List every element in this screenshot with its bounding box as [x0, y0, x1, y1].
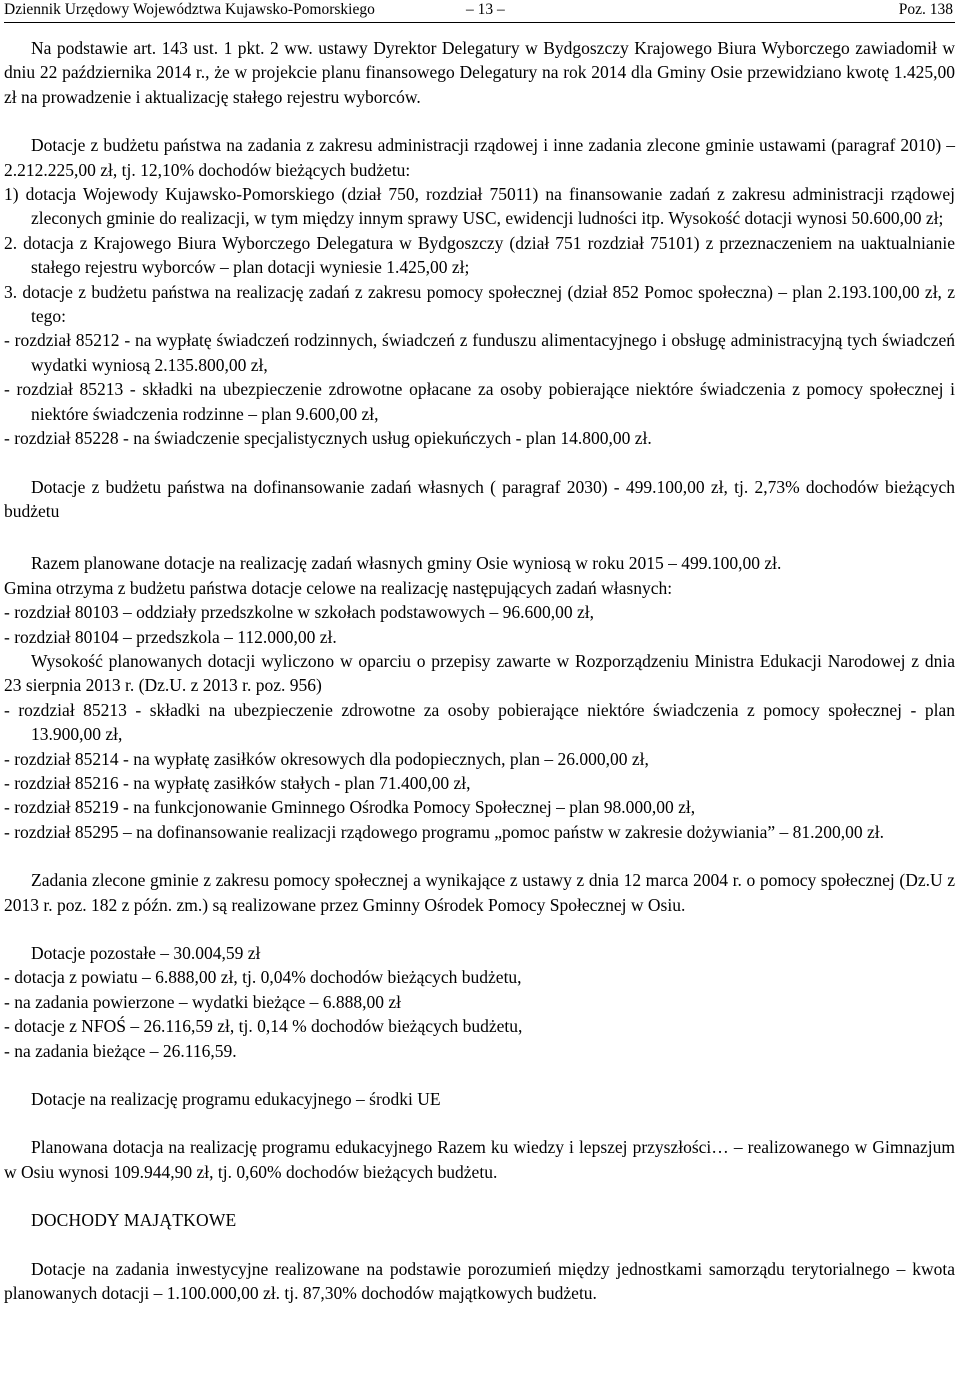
list-item: - rozdział 85212 - na wypłatę świadczeń rodzinnych, świadczeń z funduszu alimentacyjnego i obsługę administracyjną tych świadczeń wydatki wyniosą 2.135.800,00 zł, [4, 330, 955, 375]
ue-heading: Dotacje na realizację programu edukacyjnego – środki UE [31, 1089, 441, 1110]
dofinansowanie-paragraph: Dotacje z budżetu państwa na dofinansowanie zadań własnych ( paragraf 2030) - 499.100,00 zł, tj. 2,73% dochodów bieżących budżetu [4, 476, 955, 521]
majatkowe-paragraph: Dotacje na zadania inwestycyjne realizowane na podstawie porozumień między jednostkami samorządu terytorialnego – kwota planowanych dotacji – 1.100.000,00 zł. tj. 87,30% dochodów majątkowych budżetu. [4, 1258, 955, 1304]
list-item: - na zadania powierzone – wydatki bieżące – 6.888,00 zł [4, 991, 401, 1012]
list-item: - rozdział 85214 - na wypłatę zasiłków okresowych dla podopiecznych, plan – 26.000,00 zł, [4, 748, 649, 769]
journal-title: Dziennik Urzędowy Województwa Kujawsko-Pomorskiego [4, 1, 375, 18]
list-item: - dotacje z NFOŚ – 26.116,59 zł, tj. 0,14 % dochodów bieżących budżetu, [4, 1016, 523, 1037]
dotacje-zlecone-item-1: 1) dotacja Wojewody Kujawsko-Pomorskiego (dział 750, rozdział 75011) na finansowanie zadań z zakresu administracji rządowej zleconych gminie do realizacji, w tym między innym sprawy USC, ewidencji ludności itp. Wysokość dotacji wynosi 50.600,00 zł; [4, 184, 955, 229]
zadania-zlecone-paragraph: Zadania zlecone gminie z zakresu pomocy społecznej a wynikające z ustawy z dnia 12 marca 2004 r. o pomocy społecznej (Dz.U z 2013 r. poz. 182 z późn. zm.) są realizowane przez Gminny Ośrodek Pomocy Społecznej w Osiu. [4, 870, 955, 915]
dotacje-zlecone-lead: Dotacje z budżetu państwa na zadania z zakresu administracji rządowej i inne zadania zlecone gminie ustawami (paragraf 2010) – 2.212.225,00 zł, tj. 12,10% dochodów bieżących budżetu: [4, 135, 955, 180]
wysokosc-paragraph: Wysokość planowanych dotacji wyliczono w oparciu o przepisy zawarte w Rozporządzeniu Ministra Edukacji Narodowej z dnia 23 sierpnia 2013 r. (Dz.U. z 2013 r. poz. 956) [4, 650, 955, 696]
list-item: - rozdział 80103 – oddziały przedszkolne w szkołach podstawowych – 96.600,00 zł, [4, 602, 594, 623]
dotacje-zlecone-item-3: 3. dotacje z budżetu państwa na realizację zadań z zakresu pomocy społecznej (dział 852 Pomoc społeczna) – plan 2.193.100,00 zł, z tego: [4, 281, 955, 327]
list-item: - rozdział 85216 - na wypłatę zasiłków stałych - plan 71.400,00 zł, [4, 772, 471, 793]
list-item: - dotacja z powiatu – 6.888,00 zł, tj. 0,04% dochodów bieżących budżetu, [4, 967, 522, 988]
list-item: - rozdział 85228 - na świadczenie specjalistycznych usług opiekuńczych - plan 14.800,00 zł. [4, 428, 652, 449]
ue-paragraph: Planowana dotacja na realizację programu edukacyjnego Razem ku wiedzy i lepszej przyszłości… – realizowanego w Gimnazjum w Osiu wynosi 109.944,90 zł, tj. 0,60% dochodów bieżących budżetu. [4, 1137, 955, 1182]
razem-intro: Gmina otrzyma z budżetu państwa dotacje celowe na realizację następujących zadań własnych: [4, 577, 673, 598]
page-number: – 13 – [466, 1, 505, 18]
list-item: - rozdział 80104 – przedszkola – 112.000,00 zł. [4, 626, 337, 647]
list-item: - rozdział 85213 - składki na ubezpieczenie zdrowotne za osoby pobierające niektóre świadczenia z pomocy społecznej - plan 13.900,00 zł, [4, 699, 955, 745]
list-item: - na zadania bieżące – 26.116,59. [4, 1040, 237, 1061]
list-item: - rozdział 85213 - składki na ubezpieczenie zdrowotne opłacane za osoby pobierające niektóre świadczenia z pomocy społecznej i niektóre świadczenia rodzinne – plan 9.600,00 zł, [4, 379, 955, 424]
pozostale-lead: Dotacje pozostałe – 30.004,59 zł [31, 943, 261, 963]
list-item: - rozdział 85295 – na dofinansowanie realizacji rządowego programu „pomoc państw w zakresie dożywiania” – 81.200,00 zł. [4, 821, 885, 842]
list-item: - rozdział 85219 - na funkcjonowanie Gminnego Ośrodka Pomocy Społecznej – plan 98.000,00 zł, [4, 797, 696, 818]
section-heading: DOCHODY MAJĄTKOWE [31, 1210, 237, 1231]
dotacje-zlecone-item-2: 2. dotacja z Krajowego Biura Wyborczego Delegatura w Bydgoszczy (dział 751 rozdział 75101) z przeznaczeniem na uaktualnianie stałego rejestru wyborców – plan dotacji wyniesie 1.425,00 zł; [4, 232, 955, 278]
razem-lead: Razem planowane dotacje na realizację zadań własnych gminy Osie wyniosą w roku 2015 – 499.100,00 zł. [31, 553, 782, 574]
intro-paragraph: Na podstawie art. 143 ust. 1 pkt. 2 ww. ustawy Dyrektor Delegatury w Bydgoszczy Krajowego Biura Wyborczego zawiadomił w dniu 22 października 2014 r., że w projekcie planu finansowego Delegatury na rok 2014 dla Gminy Osie przewidziano kwotę 1.425,00 zł na prowadzenie i aktualizację stałego rejestru wyborców. [4, 38, 955, 107]
position-number: Poz. 138 [898, 1, 953, 18]
page-header [4, 0, 955, 23]
